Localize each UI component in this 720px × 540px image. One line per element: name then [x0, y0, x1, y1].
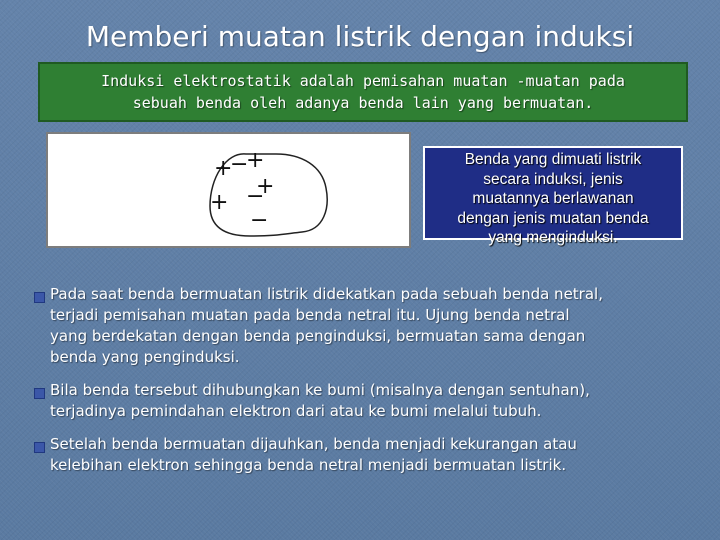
definition-line-1: Induksi elektrostatik adalah pemisahan muatan -muatan pada: [101, 72, 625, 90]
charge-symbol: −: [250, 208, 269, 233]
info-line: secara induksi, jenis: [483, 170, 623, 188]
definition-line-2: sebuah benda oleh adanya benda lain yang bermuatan.: [132, 94, 594, 112]
charge-symbol: +: [214, 156, 233, 181]
charged-object: [206, 148, 334, 240]
charge-symbol: +: [210, 190, 229, 215]
paragraph-line: yang berdekatan dengan benda penginduksi, bermuatan sama dengan: [50, 327, 586, 345]
charge-symbol: −: [230, 152, 249, 177]
definition-box: [38, 62, 688, 122]
bullet-marker: [34, 292, 45, 303]
paragraph-line: terjadinya pemindahan elektron dari atau ke bumi melalui tubuh.: [50, 402, 542, 420]
induction-diagram: [46, 132, 411, 248]
paragraph-line: terjadi pemisahan muatan pada benda netral itu. Ujung benda netral: [50, 306, 570, 324]
bullet-marker: [34, 388, 45, 399]
paragraph-line: Setelah benda bermuatan dijauhkan, benda menjadi kekurangan atau: [50, 435, 577, 453]
bullet-marker: [34, 442, 45, 453]
info-box-text: [423, 150, 683, 248]
paragraph-line: benda yang penginduksi.: [50, 348, 240, 366]
info-line: Benda yang dimuati listrik: [464, 151, 642, 168]
charge-symbol: +: [256, 174, 275, 199]
paragraph-2: [50, 380, 700, 422]
paragraph-line: Bila benda tersebut dihubungkan ke bumi (misalnya dengan sentuhan),: [50, 381, 590, 399]
charge-symbol: −: [246, 184, 265, 209]
info-line: yang menginduksi.: [488, 229, 618, 246]
info-line: muatannya berlawanan: [472, 190, 634, 207]
paragraph-line: Pada saat benda bermuatan listrik didekatkan pada sebuah benda netral,: [50, 285, 603, 303]
info-line: dengan jenis muatan benda: [457, 209, 649, 227]
slide-title: Memberi muatan listrik dengan induksi: [85, 20, 635, 53]
paragraph-line: kelebihan elektron sehingga benda netral menjadi bermuatan listrik.: [50, 456, 567, 474]
paragraph-3: [50, 434, 700, 476]
paragraph-1: [50, 284, 700, 368]
charge-symbol: +: [246, 148, 265, 173]
